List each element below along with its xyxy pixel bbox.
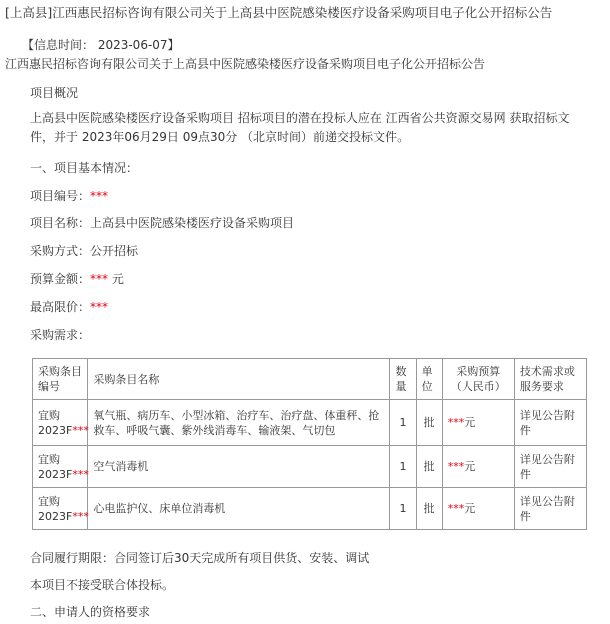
cell-item-no: 宜购2023F*** bbox=[33, 400, 88, 446]
cell-qty: 1 bbox=[390, 488, 416, 530]
header-unit: 单位 bbox=[416, 359, 442, 400]
cell-budget: ***元 bbox=[442, 446, 514, 488]
max-price-label: 最高限价： bbox=[30, 300, 91, 314]
header-qty: 数量 bbox=[390, 359, 416, 400]
method-label: 采购方式： bbox=[30, 244, 91, 258]
table-row bbox=[33, 488, 587, 530]
cell-budget: ***元 bbox=[442, 488, 514, 530]
project-name-row bbox=[30, 214, 294, 231]
method-value: 公开招标 bbox=[90, 244, 139, 258]
cell-tech: 详见公告附件 bbox=[514, 400, 586, 446]
overview-text: 上高县中医院感染楼医疗设备采购项目 招标项目的潜在投标人应在 江西省公共资源交易网 获取招标文件，并于 2023年06月29日 09点30分 （北京时间）前递交投标文件。 bbox=[30, 111, 570, 144]
no-consortium: 本项目不接受联合体投标。 bbox=[30, 578, 175, 592]
cell-item-name: 空气消毒机 bbox=[88, 446, 390, 488]
project-no-value: *** bbox=[90, 189, 109, 203]
project-name-label: 项目名称： bbox=[30, 216, 91, 230]
budget-unit: 元 bbox=[108, 272, 124, 286]
cell-item-no: 宜购2023F*** bbox=[33, 446, 88, 488]
section1-heading: 一、项目基本情况： bbox=[30, 161, 139, 175]
table-header-row bbox=[33, 359, 587, 400]
header-item-name: 采购条目名称 bbox=[88, 359, 390, 400]
cell-unit: 批 bbox=[416, 446, 442, 488]
section2-heading: 二、申请人的资格要求 bbox=[30, 605, 151, 619]
header-budget: 采购预算（人民币） bbox=[442, 359, 514, 400]
cell-qty: 1 bbox=[390, 400, 416, 446]
max-price-row bbox=[30, 298, 108, 315]
cell-budget: ***元 bbox=[442, 400, 514, 446]
header-tech: 技术需求或服务要求 bbox=[514, 359, 586, 400]
budget-row bbox=[30, 270, 124, 287]
demand-label: 采购需求： bbox=[30, 328, 91, 342]
cell-qty: 1 bbox=[390, 446, 416, 488]
overview-heading: 项目概况 bbox=[30, 86, 79, 100]
project-name-value: 上高县中医院感染楼医疗设备采购项目 bbox=[90, 216, 295, 230]
project-no-row bbox=[30, 187, 108, 204]
procurement-table bbox=[32, 358, 587, 530]
budget-value: *** bbox=[90, 272, 109, 286]
max-price-value: *** bbox=[90, 300, 109, 314]
table-row bbox=[33, 446, 587, 488]
cell-unit: 批 bbox=[416, 488, 442, 530]
page-title: [上高县]江西惠民招标咨询有限公司关于上高县中医院感染楼医疗设备采购项目电子化公开招标公告 bbox=[5, 5, 553, 20]
cell-item-name: 氧气瓶、病历车、小型冰箱、治疗车、治疗盘、体重秤、抢救车、呼吸气囊、紫外线消毒车、输液架、气切包 bbox=[88, 400, 390, 446]
budget-label: 预算金额： bbox=[30, 272, 91, 286]
cell-item-no: 宜购2023F*** bbox=[33, 488, 88, 530]
cell-tech: 详见公告附件 bbox=[514, 446, 586, 488]
info-time: 【信息时间： 2023-06-07】 bbox=[22, 38, 180, 52]
table-row bbox=[33, 400, 587, 446]
header-item-no: 采购条目编号 bbox=[33, 359, 88, 400]
project-no-label: 项目编号： bbox=[30, 189, 91, 203]
cell-item-name: 心电监护仪、床单位消毒机 bbox=[88, 488, 390, 530]
notice-subtitle: 江西惠民招标咨询有限公司关于上高县中医院感染楼医疗设备采购项目电子化公开招标公告 bbox=[5, 57, 486, 71]
cell-unit: 批 bbox=[416, 400, 442, 446]
cell-tech: 详见公告附件 bbox=[514, 488, 586, 530]
contract-term: 合同履行期限：合同签订后30天完成所有项目供货、安装、调试 bbox=[30, 551, 370, 565]
method-row bbox=[30, 242, 138, 259]
